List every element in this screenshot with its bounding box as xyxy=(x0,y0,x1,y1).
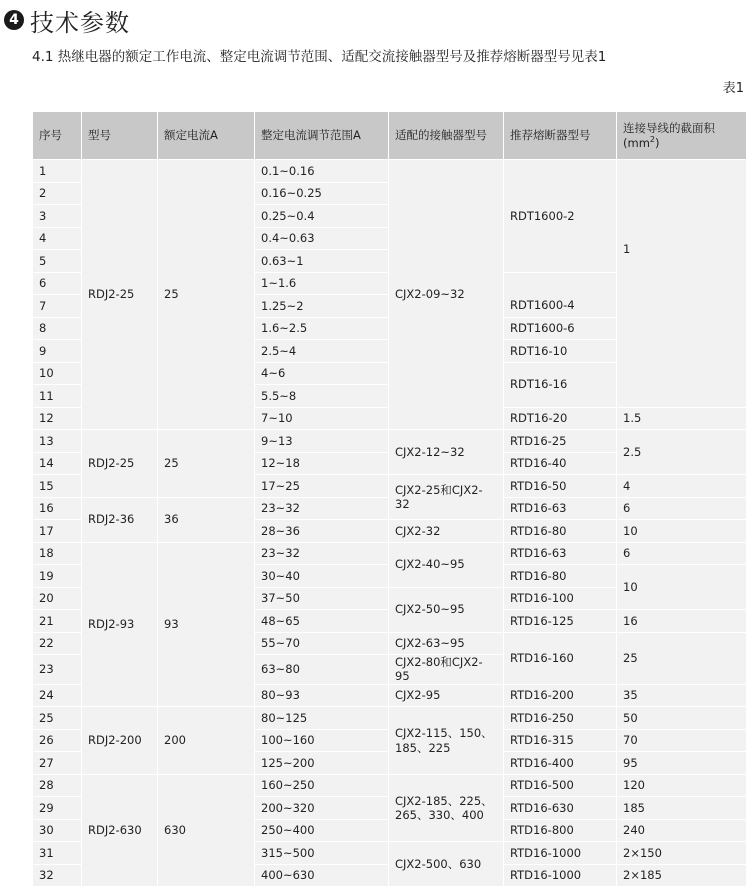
seq-cell: 29 xyxy=(33,797,82,820)
model-cell: RDJ2-25 xyxy=(82,430,158,498)
seq-cell: 4 xyxy=(33,227,82,250)
seq-cell: 31 xyxy=(33,842,82,865)
range-cell: 0.4~0.63 xyxy=(255,227,389,250)
header-contactor: 适配的接触器型号 xyxy=(389,112,504,160)
fuse-cell: RDT16-10 xyxy=(504,340,617,363)
fuse-cell: RTD16-315 xyxy=(504,729,617,752)
seq-cell: 8 xyxy=(33,317,82,340)
wire-cell: 6 xyxy=(617,542,747,565)
wire-cell: 1.5 xyxy=(617,407,747,430)
wire-cell: 185 xyxy=(617,797,747,820)
contactor-cell: CJX2-25和CJX2-32 xyxy=(389,475,504,520)
seq-cell: 14 xyxy=(33,452,82,475)
contactor-cell: CJX2-09~32 xyxy=(389,160,504,430)
wire-cell: 6 xyxy=(617,497,747,520)
fuse-cell: RTD16-80 xyxy=(504,520,617,543)
range-cell: 5.5~8 xyxy=(255,385,389,408)
range-cell: 80~93 xyxy=(255,684,389,707)
seq-cell: 19 xyxy=(33,565,82,588)
range-cell: 30~40 xyxy=(255,565,389,588)
contactor-cell: CJX2-80和CJX2-95 xyxy=(389,655,504,685)
range-cell: 37~50 xyxy=(255,587,389,610)
wire-cell: 4 xyxy=(617,475,747,498)
range-cell: 7~10 xyxy=(255,407,389,430)
range-cell: 0.63~1 xyxy=(255,250,389,273)
wire-cell: 2×185 xyxy=(617,864,747,887)
rated-current-cell: 36 xyxy=(158,497,255,542)
seq-cell: 27 xyxy=(33,752,82,775)
seq-cell: 13 xyxy=(33,430,82,453)
fuse-cell: RTD16-25 xyxy=(504,430,617,453)
contactor-cell: CJX2-500、630 xyxy=(389,842,504,887)
model-cell: RDJ2-25 xyxy=(82,160,158,430)
range-cell: 1.25~2 xyxy=(255,295,389,318)
range-cell: 0.25~0.4 xyxy=(255,205,389,228)
seq-cell: 30 xyxy=(33,819,82,842)
fuse-cell: RTD16-40 xyxy=(504,452,617,475)
seq-cell: 32 xyxy=(33,864,82,887)
fuse-cell: RTD16-100 xyxy=(504,587,617,610)
contactor-cell: CJX2-63~95 xyxy=(389,632,504,655)
range-cell: 9~13 xyxy=(255,430,389,453)
fuse-cell: RTD16-400 xyxy=(504,752,617,775)
seq-cell: 1 xyxy=(33,160,82,183)
range-cell: 28~36 xyxy=(255,520,389,543)
seq-cell: 3 xyxy=(33,205,82,228)
wire-cell: 1 xyxy=(617,160,747,408)
range-cell: 100~160 xyxy=(255,729,389,752)
range-cell: 315~500 xyxy=(255,842,389,865)
seq-cell: 5 xyxy=(33,250,82,273)
header-seq: 序号 xyxy=(33,112,82,160)
fuse-cell: RTD16-125 xyxy=(504,610,617,633)
range-cell: 4~6 xyxy=(255,362,389,385)
seq-cell: 7 xyxy=(33,295,82,318)
fuse-cell: RTD16-200 xyxy=(504,684,617,707)
wire-cell: 25 xyxy=(617,632,747,684)
fuse-cell: RTD16-630 xyxy=(504,797,617,820)
range-cell: 0.16~0.25 xyxy=(255,182,389,205)
seq-cell: 17 xyxy=(33,520,82,543)
range-cell: 23~32 xyxy=(255,497,389,520)
wire-cell: 2×150 xyxy=(617,842,747,865)
range-cell: 1~1.6 xyxy=(255,272,389,295)
range-cell: 400~630 xyxy=(255,864,389,887)
wire-cell: 10 xyxy=(617,565,747,610)
seq-cell: 22 xyxy=(33,632,82,655)
range-cell: 17~25 xyxy=(255,475,389,498)
contactor-cell: CJX2-32 xyxy=(389,520,504,543)
range-cell: 80~125 xyxy=(255,707,389,730)
seq-cell: 25 xyxy=(33,707,82,730)
wire-cell: 50 xyxy=(617,707,747,730)
fuse-cell: RTD16-80 xyxy=(504,565,617,588)
contactor-cell: CJX2-50~95 xyxy=(389,587,504,632)
seq-cell: 12 xyxy=(33,407,82,430)
table-row xyxy=(33,160,747,183)
range-cell: 63~80 xyxy=(255,655,389,685)
rated-current-cell: 630 xyxy=(158,774,255,887)
table-row xyxy=(33,774,747,797)
range-cell: 200~320 xyxy=(255,797,389,820)
section-heading xyxy=(4,4,130,36)
range-cell: 0.1~0.16 xyxy=(255,160,389,183)
fuse-cell: RTD16-50 xyxy=(504,475,617,498)
rated-current-cell: 25 xyxy=(158,430,255,498)
spec-table xyxy=(32,111,747,887)
fuse-cell: RDT1600-6 xyxy=(504,317,617,340)
seq-cell: 9 xyxy=(33,340,82,363)
range-cell: 48~65 xyxy=(255,610,389,633)
fuse-cell: RDT16-16 xyxy=(504,362,617,407)
contactor-cell: CJX2-185、225、265、330、400 xyxy=(389,774,504,842)
fuse-cell: RTD16-160 xyxy=(504,632,617,684)
header-fuse: 推荐熔断器型号 xyxy=(504,112,617,160)
model-cell: RDJ2-36 xyxy=(82,497,158,542)
section-title: 技术参数 xyxy=(30,8,130,37)
contactor-cell: CJX2-95 xyxy=(389,684,504,707)
table-row xyxy=(33,430,747,453)
range-cell: 250~400 xyxy=(255,819,389,842)
fuse-cell: RTD16-500 xyxy=(504,774,617,797)
contactor-cell: CJX2-115、150、185、225 xyxy=(389,707,504,775)
table-label: 表1 xyxy=(722,81,744,96)
seq-cell: 2 xyxy=(33,182,82,205)
wire-cell: 70 xyxy=(617,729,747,752)
range-cell: 2.5~4 xyxy=(255,340,389,363)
seq-cell: 6 xyxy=(33,272,82,295)
seq-cell: 18 xyxy=(33,542,82,565)
seq-cell: 24 xyxy=(33,684,82,707)
header-rated-current: 额定电流A xyxy=(158,112,255,160)
seq-cell: 23 xyxy=(33,655,82,685)
rated-current-cell: 93 xyxy=(158,542,255,707)
section-number-badge: 4 xyxy=(4,10,24,30)
header-model: 型号 xyxy=(82,112,158,160)
wire-cell: 120 xyxy=(617,774,747,797)
table-row xyxy=(33,707,747,730)
wire-cell: 240 xyxy=(617,819,747,842)
fuse-cell: RTD16-800 xyxy=(504,819,617,842)
fuse-cell: RDT1600-2 xyxy=(504,160,617,273)
model-cell: RDJ2-630 xyxy=(82,774,158,887)
wire-cell: 95 xyxy=(617,752,747,775)
wire-cell: 10 xyxy=(617,520,747,543)
rated-current-cell: 200 xyxy=(158,707,255,775)
rated-current-cell: 25 xyxy=(158,160,255,430)
fuse-cell: RTD16-250 xyxy=(504,707,617,730)
range-cell: 55~70 xyxy=(255,632,389,655)
fuse-cell: RTD16-1000 xyxy=(504,842,617,865)
range-cell: 1.6~2.5 xyxy=(255,317,389,340)
table-description: 4.1 热继电器的额定工作电流、整定电流调节范围、适配交流接触器型号及推荐熔断器型号见表1 xyxy=(32,49,607,65)
contactor-cell: CJX2-12~32 xyxy=(389,430,504,475)
header-setting-range: 整定电流调节范围A xyxy=(255,112,389,160)
seq-cell: 15 xyxy=(33,475,82,498)
contactor-cell: CJX2-40~95 xyxy=(389,542,504,587)
range-cell: 160~250 xyxy=(255,774,389,797)
wire-cell: 35 xyxy=(617,684,747,707)
seq-cell: 21 xyxy=(33,610,82,633)
table-header-row xyxy=(33,112,747,160)
seq-cell: 28 xyxy=(33,774,82,797)
table-row xyxy=(33,542,747,565)
seq-cell: 26 xyxy=(33,729,82,752)
fuse-cell: RDT1600-4 xyxy=(504,272,617,317)
range-cell: 125~200 xyxy=(255,752,389,775)
wire-cell: 16 xyxy=(617,610,747,633)
fuse-cell: RTD16-1000 xyxy=(504,864,617,887)
range-cell: 23~32 xyxy=(255,542,389,565)
wire-cell: 2.5 xyxy=(617,430,747,475)
model-cell: RDJ2-93 xyxy=(82,542,158,707)
range-cell: 12~18 xyxy=(255,452,389,475)
seq-cell: 20 xyxy=(33,587,82,610)
fuse-cell: RDT16-20 xyxy=(504,407,617,430)
seq-cell: 11 xyxy=(33,385,82,408)
header-wire-section: 连接导线的截面积 $(mm^2)$ xyxy=(617,112,747,160)
seq-cell: 10 xyxy=(33,362,82,385)
model-cell: RDJ2-200 xyxy=(82,707,158,775)
seq-cell: 16 xyxy=(33,497,82,520)
fuse-cell: RTD16-63 xyxy=(504,497,617,520)
fuse-cell: RTD16-63 xyxy=(504,542,617,565)
